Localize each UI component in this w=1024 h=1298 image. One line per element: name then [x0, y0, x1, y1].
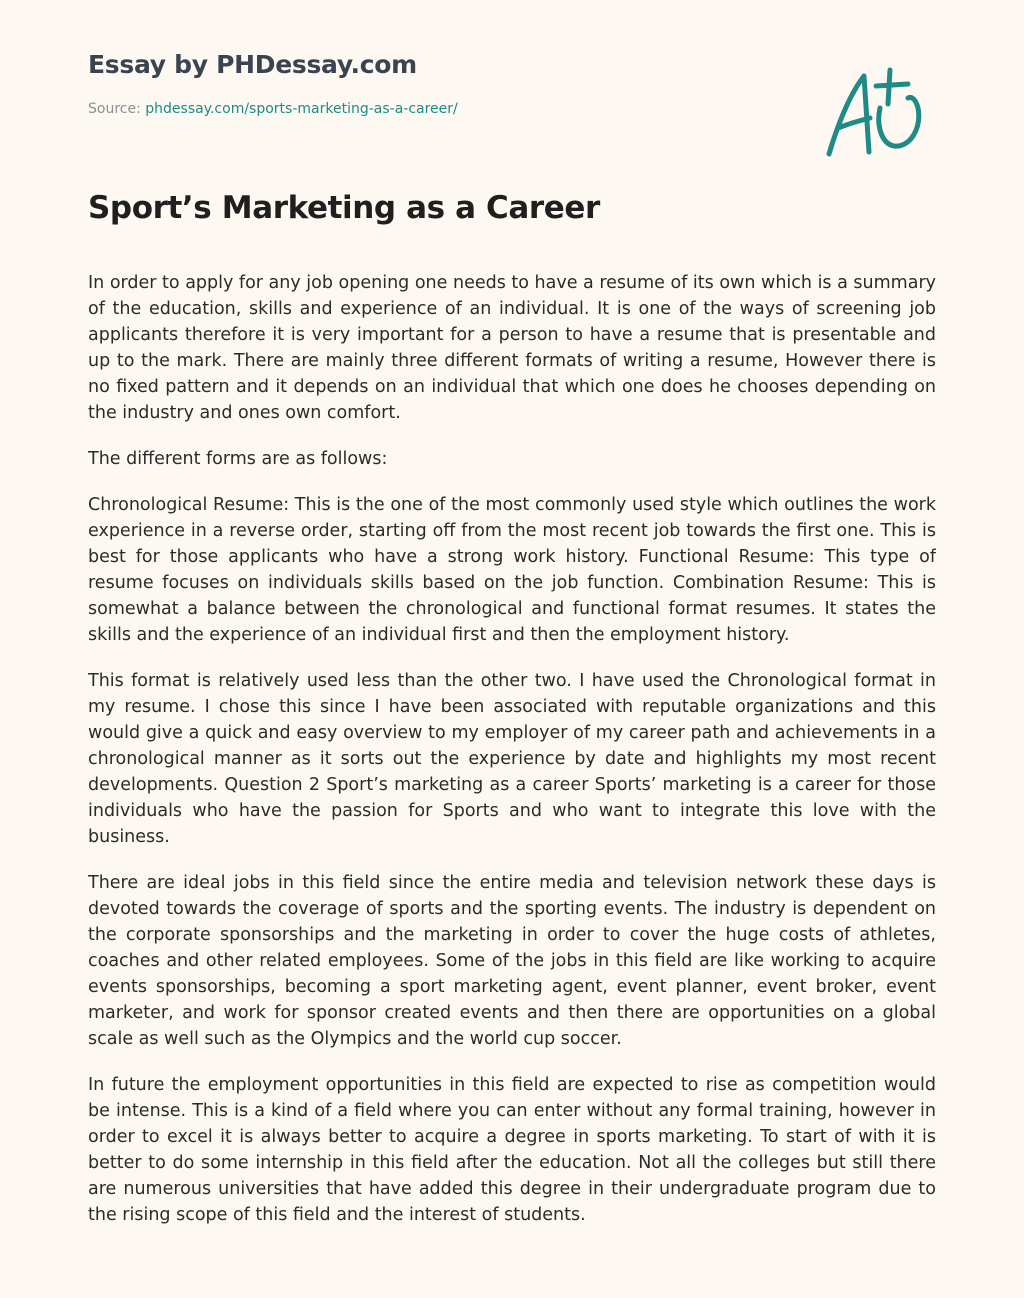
essay-paragraph: Chronological Resume: This is the one of the most commonly used style which outlines the work experience in a reverse order, starting off from the most recent job towards the first one. This is best for those applicants who have a strong work history. Functional Resume: This type of resume focuses on individuals skills based on the job function. Combination Resume: This is somewhat a balance between the chronological and functional format resumes. It states the skills and the experience of an individual first and then the employment history. — [88, 495, 936, 645]
essay-paragraph: In order to apply for any job opening one needs to have a resume of its own which is a summary of the education, skills and experience of an individual. It is one of the ways of screening job applicants therefore it is very important for a person to have a resume that is presentable and up to the mark. There are mainly three different formats of writing a resume, However there is no fixed pattern and it depends on an individual that which one does he chooses depending on the industry and ones own comfort. — [88, 273, 936, 423]
essay-paragraph: This format is relatively used less than the other two. I have used the Chronological format in my resume. I chose this since I have been associated with reputable organizations and this would give a quick and easy overview to my employer of my career path and achievements in a chronological manner as it sorts out the experience by date and highlights my most recent developments. Question 2 Sport’s marketing as a career Sports’ marketing is a career for those individuals who have the passion for Sports and who want to integrate this love with the business. — [88, 671, 936, 847]
source-label: Source: — [88, 101, 141, 117]
essay-paragraph: In future the employment opportunities in this field are expected to rise as competition would be intense. This is a kind of a field where you can enter without any formal training, however in order to excel it is always better to acquire a degree in sports marketing. To start of with it is better to do some internship in this field after the education. Not all the colleges but still there are numerous universities that have added this degree in their undergraduate program due to the rising scope of this field and the interest of students. — [88, 1075, 936, 1225]
site-title: Essay by PHDessay.com — [88, 50, 417, 79]
essay-paragraph: The different forms are as follows: — [88, 449, 388, 469]
page-title: Sport’s Marketing as a Career — [88, 190, 600, 226]
a-plus-logo-icon — [818, 64, 930, 160]
essay-body — [88, 270, 936, 1298]
source-link[interactable]: phdessay.com/sports-marketing-as-a-career/ — [145, 101, 458, 117]
source-line — [88, 101, 458, 117]
essay-paragraph: There are ideal jobs in this field since the entire media and television network these days is devoted towards the coverage of sports and the sporting events. The industry is dependent on the corporate sponsorships and the marketing in order to cover the huge costs of athletes, coaches and other related employees. Some of the jobs in this field are like working to acquire events sponsorships, becoming a sport marketing agent, event planner, event broker, event marketer, and work for sponsor created events and then there are opportunities on a global scale as well such as the Olympics and the world cup soccer. — [88, 873, 936, 1049]
